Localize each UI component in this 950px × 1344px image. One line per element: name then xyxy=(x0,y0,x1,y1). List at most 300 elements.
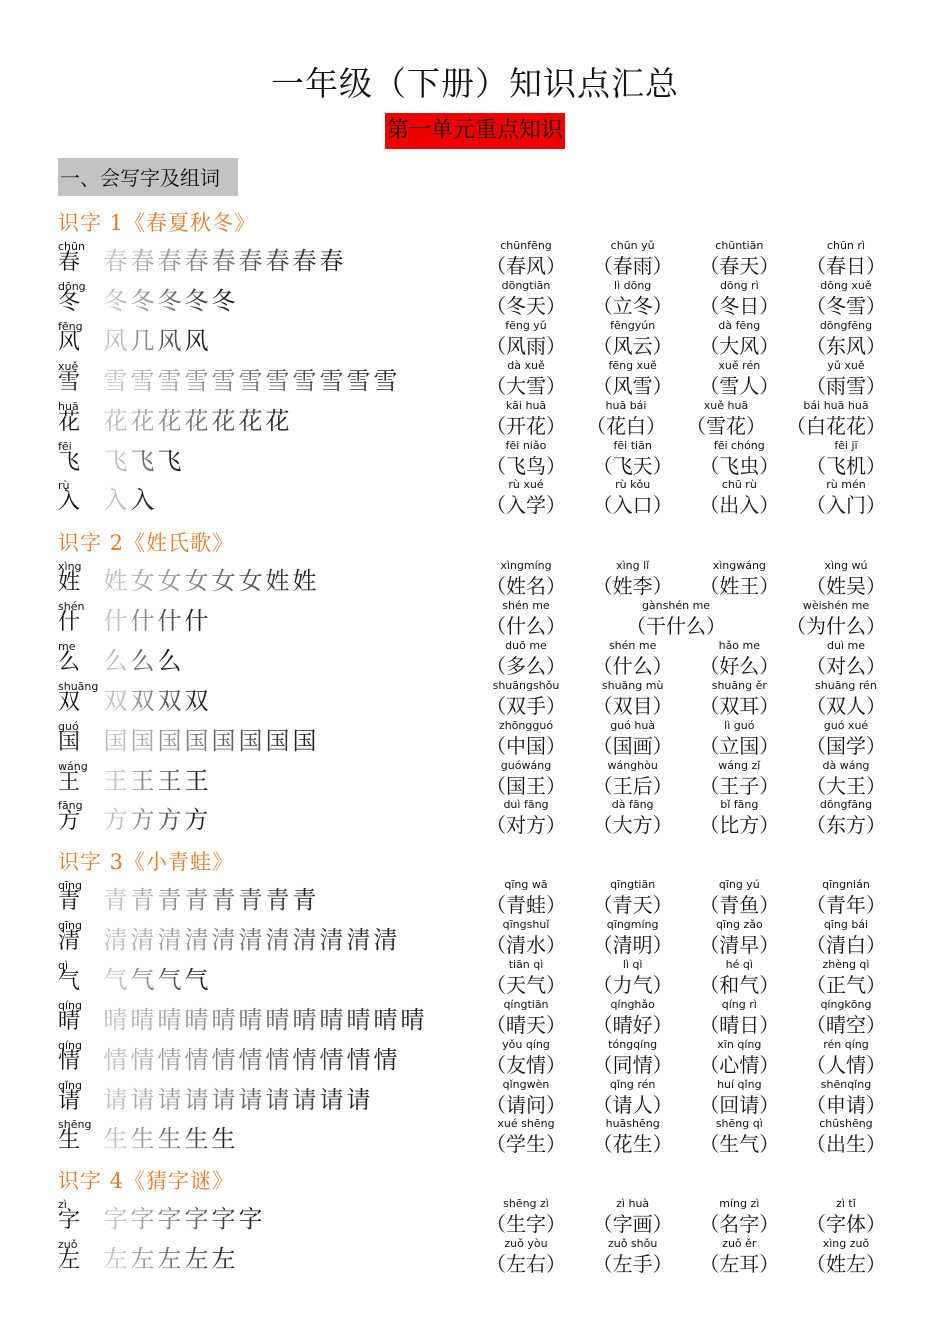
word-group xyxy=(486,640,566,680)
stroke-step: 左 xyxy=(103,1244,128,1273)
stroke-step: 情 xyxy=(292,1045,317,1074)
word-group xyxy=(593,360,673,400)
word-text: （生气） xyxy=(699,1132,780,1157)
word-group xyxy=(486,1198,566,1238)
word-text: （青蛙） xyxy=(486,893,566,917)
stroke-step: 清 xyxy=(211,925,236,954)
word-pinyin: xīn qíng xyxy=(717,1037,762,1051)
stroke-step: 女 xyxy=(211,567,236,595)
word-text: （心情） xyxy=(699,1052,780,1077)
stroke-step: 什 xyxy=(130,606,155,635)
word-group-list xyxy=(486,280,886,320)
stroke-step: 生 xyxy=(184,1125,209,1154)
stroke-step: 清 xyxy=(265,925,290,954)
word-pinyin: dà fāng xyxy=(611,798,654,812)
stroke-step: 女 xyxy=(238,567,263,595)
stroke-step: 气 xyxy=(157,965,182,994)
word-pinyin: gànshén me xyxy=(641,598,711,612)
stroke-step: 国 xyxy=(103,726,128,755)
word-text: （青年） xyxy=(805,893,886,917)
stroke-step: 国 xyxy=(130,726,155,755)
word-text: （姓吴） xyxy=(805,574,886,598)
word-group xyxy=(699,640,779,680)
word-pinyin: shén me xyxy=(502,598,550,612)
character: 晴 xyxy=(58,1008,81,1034)
character: 清 xyxy=(58,928,81,954)
character-pinyin: wáng xyxy=(58,759,88,773)
word-group-list xyxy=(486,640,886,680)
stroke-step: 生 xyxy=(130,1125,155,1154)
word-pinyin: xìng wú xyxy=(824,559,868,572)
word-group xyxy=(806,959,886,999)
word-text: （和气） xyxy=(699,972,780,997)
character-pinyin: guó xyxy=(58,719,79,733)
word-group xyxy=(486,440,566,480)
word-text: （清明） xyxy=(592,932,673,957)
stroke-step: 清 xyxy=(319,925,344,954)
word-group xyxy=(699,440,779,480)
character: 气 xyxy=(58,968,81,994)
word-text: （冬雪） xyxy=(805,293,886,318)
stroke-step: 么 xyxy=(103,646,128,675)
word-pinyin: huā bái xyxy=(605,398,647,412)
stroke-step: 晴 xyxy=(373,1005,398,1034)
stroke-step: 字 xyxy=(103,1205,128,1233)
word-text: （白花花） xyxy=(786,413,886,438)
stroke-step: 字 xyxy=(130,1205,155,1233)
character-pinyin: fāng xyxy=(58,799,83,813)
word-text: （力气） xyxy=(592,972,673,997)
word-text: （立冬） xyxy=(592,293,673,318)
word-text: （东方） xyxy=(805,813,886,838)
stroke-step: 晴 xyxy=(265,1005,290,1034)
word-pinyin: shuāng ěr xyxy=(711,678,767,692)
lesson-heading: 识字 1《春夏秋冬》 xyxy=(58,211,257,235)
stroke-step: 入 xyxy=(103,486,128,515)
word-pinyin: fēngyún xyxy=(610,318,656,332)
lesson-heading: 识字 3《小青蛙》 xyxy=(58,850,235,874)
word-group xyxy=(486,240,566,280)
stroke-step: 冬 xyxy=(103,286,128,315)
word-group-list xyxy=(486,999,886,1039)
character-pinyin: qǐng xyxy=(58,1078,82,1092)
word-pinyin: shén me xyxy=(608,638,657,652)
word-group xyxy=(699,1079,779,1119)
word-group-list xyxy=(486,720,886,760)
word-group xyxy=(593,879,673,919)
stroke-step: 花 xyxy=(184,406,209,435)
stroke-step: 风 xyxy=(103,326,128,355)
word-pinyin: shuāngshǒu xyxy=(492,678,560,692)
stroke-step: 春 xyxy=(130,247,155,275)
character: 风 xyxy=(58,329,81,355)
stroke-step: 双 xyxy=(184,686,209,715)
word-group-list xyxy=(486,320,886,360)
word-group xyxy=(806,999,886,1039)
word-pinyin: hé qì xyxy=(725,957,753,971)
word-text: （什么） xyxy=(592,653,673,678)
character: 么 xyxy=(58,649,81,675)
word-group-list xyxy=(486,360,886,400)
stroke-step: 情 xyxy=(157,1045,182,1074)
stroke-step: 气 xyxy=(103,965,128,994)
word-pinyin: xué shēng xyxy=(497,1117,555,1131)
word-text: （友情） xyxy=(486,1052,566,1077)
word-group xyxy=(486,280,566,320)
word-pinyin: wáng zǐ xyxy=(718,758,761,772)
stroke-step: 情 xyxy=(265,1045,290,1074)
stroke-step: 花 xyxy=(265,406,290,435)
stroke-step: 雪 xyxy=(211,366,236,395)
word-pinyin: shēng zì xyxy=(503,1197,549,1210)
word-text: （风雪） xyxy=(592,373,673,398)
word-group xyxy=(699,799,779,839)
stroke-step: 春 xyxy=(157,247,182,275)
word-group xyxy=(593,1079,673,1119)
stroke-step: 青 xyxy=(211,886,236,914)
character-row xyxy=(0,560,950,600)
word-group xyxy=(806,1039,886,1079)
stroke-order xyxy=(102,1205,264,1233)
word-group xyxy=(699,680,779,720)
stroke-step: 请 xyxy=(130,1085,155,1114)
stroke-step: 青 xyxy=(238,886,263,914)
word-pinyin: duì fāng xyxy=(503,798,549,812)
word-group-list xyxy=(486,400,886,440)
word-text: （飞机） xyxy=(805,453,886,478)
word-group xyxy=(786,400,886,440)
stroke-step: 情 xyxy=(238,1045,263,1074)
word-text: （春雨） xyxy=(592,254,673,278)
character-row xyxy=(0,1039,950,1079)
character: 花 xyxy=(58,409,81,435)
word-pinyin: qíngkōng xyxy=(820,997,872,1011)
word-pinyin: fēi tiān xyxy=(613,438,652,452)
word-text: （国学） xyxy=(805,733,886,758)
character: 姓 xyxy=(58,570,81,595)
word-group xyxy=(593,280,673,320)
word-group xyxy=(699,479,779,519)
stroke-step: 国 xyxy=(184,726,209,755)
word-group xyxy=(486,799,566,839)
word-text: （同情） xyxy=(592,1052,673,1077)
word-text: （青天） xyxy=(592,893,673,917)
word-text: （冬日） xyxy=(699,293,780,318)
stroke-step: 王 xyxy=(103,766,128,795)
word-pinyin: dōngtiān xyxy=(501,278,551,292)
word-group xyxy=(699,999,779,1039)
character-pinyin: shuāng xyxy=(58,679,99,693)
word-group xyxy=(593,640,673,680)
stroke-step: 情 xyxy=(211,1045,236,1074)
stroke-order xyxy=(102,247,345,275)
word-pinyin: yǒu qíng xyxy=(502,1037,550,1051)
word-group xyxy=(486,1238,566,1278)
word-text: （飞天） xyxy=(592,453,673,478)
character-pinyin: dōng xyxy=(58,279,86,293)
word-text: （姓王） xyxy=(699,574,780,598)
character-pinyin: qíng xyxy=(58,998,82,1012)
word-pinyin: wánghòu xyxy=(607,758,658,772)
stroke-order xyxy=(102,647,183,675)
character-row xyxy=(0,760,950,800)
word-pinyin: qíngtiān xyxy=(503,997,549,1011)
word-group xyxy=(486,1118,566,1158)
word-text: （雨雪） xyxy=(805,373,886,398)
word-text: （入口） xyxy=(592,493,673,518)
word-pinyin: dà fēng xyxy=(718,318,761,332)
stroke-order xyxy=(102,1006,426,1034)
stroke-step: 方 xyxy=(184,806,209,835)
stroke-step: 雪 xyxy=(238,366,263,395)
word-text: （姓左） xyxy=(805,1251,886,1276)
character-row xyxy=(0,1079,950,1119)
word-text: （东风） xyxy=(805,333,886,358)
word-group xyxy=(593,999,673,1039)
word-pinyin: xìng lǐ xyxy=(616,559,650,572)
character: 左 xyxy=(58,1247,81,1273)
stroke-step: 国 xyxy=(211,726,236,755)
stroke-order xyxy=(102,886,318,914)
word-pinyin: fēi chóng xyxy=(713,438,765,452)
word-text: （名字） xyxy=(699,1212,780,1236)
word-pinyin: chūnfēng xyxy=(500,239,552,252)
stroke-step: 雪 xyxy=(373,366,398,395)
word-group xyxy=(486,400,566,440)
stroke-step: 双 xyxy=(103,686,128,715)
word-group xyxy=(699,959,779,999)
word-text: （王子） xyxy=(699,773,780,798)
character-pinyin: rù xyxy=(58,479,70,493)
stroke-step: 清 xyxy=(238,925,263,954)
character-pinyin: chūn xyxy=(58,240,85,253)
stroke-step: 风 xyxy=(157,326,182,355)
word-text: （风云） xyxy=(592,333,673,358)
character-row xyxy=(0,1238,950,1278)
word-group xyxy=(486,879,566,919)
stroke-order xyxy=(102,1245,237,1273)
stroke-step: 字 xyxy=(184,1205,209,1233)
word-pinyin: lì dōng xyxy=(614,278,652,292)
word-pinyin: lì qì xyxy=(622,957,643,971)
character: 春 xyxy=(58,250,81,275)
character-pinyin: me xyxy=(58,639,76,653)
character-row xyxy=(0,400,950,440)
word-text: （立国） xyxy=(699,733,780,758)
word-group-list xyxy=(486,1198,886,1238)
word-group xyxy=(806,879,886,919)
stroke-step: 左 xyxy=(157,1244,182,1273)
character: 飞 xyxy=(58,449,81,475)
word-pinyin: lì guó xyxy=(724,718,755,732)
word-group-list xyxy=(486,1118,886,1158)
word-pinyin: rù mén xyxy=(826,478,866,492)
stroke-step: 冬 xyxy=(130,286,155,315)
stroke-step: 什 xyxy=(184,606,209,635)
word-group xyxy=(486,919,566,959)
stroke-order xyxy=(102,806,210,834)
character-row xyxy=(0,799,950,839)
word-group xyxy=(806,560,886,600)
stroke-step: 雪 xyxy=(157,366,182,395)
character-pinyin: qíng xyxy=(58,1038,82,1052)
word-pinyin: zì huà xyxy=(616,1197,650,1210)
stroke-step: 雪 xyxy=(319,366,344,395)
stroke-step: 王 xyxy=(157,766,182,795)
word-group xyxy=(593,479,673,519)
character-row xyxy=(0,320,950,360)
stroke-step: 青 xyxy=(292,886,317,914)
word-group-list xyxy=(486,959,886,999)
word-text: （姓名） xyxy=(486,574,566,598)
word-text: （清水） xyxy=(486,932,566,957)
word-pinyin: qīngmíng xyxy=(606,917,659,931)
word-pinyin: fēng xuě xyxy=(608,358,657,372)
character-pinyin: qì xyxy=(58,958,69,972)
stroke-order xyxy=(102,486,156,514)
word-text: （人情） xyxy=(805,1052,886,1077)
stroke-step: 情 xyxy=(130,1045,155,1074)
word-pinyin: qíng rì xyxy=(721,997,757,1011)
word-pinyin: zhōngguó xyxy=(498,718,554,732)
word-text: （晴日） xyxy=(699,1012,780,1037)
word-text: （清白） xyxy=(805,932,886,957)
word-group xyxy=(593,799,673,839)
character-row xyxy=(0,240,950,280)
word-pinyin: dōngfēng xyxy=(819,318,873,332)
stroke-step: 女 xyxy=(130,567,155,595)
stroke-order xyxy=(102,367,399,395)
word-text: （正气） xyxy=(805,972,886,997)
stroke-step: 字 xyxy=(211,1205,236,1233)
word-text: （晴好） xyxy=(592,1012,673,1037)
word-text: （姓李） xyxy=(592,574,673,598)
word-text: （学生） xyxy=(486,1132,566,1157)
word-pinyin: xìng zuǒ xyxy=(822,1236,870,1250)
word-group-list xyxy=(486,560,886,600)
word-group-list xyxy=(486,919,886,959)
word-text: （比方） xyxy=(699,813,780,838)
word-text: （生字） xyxy=(486,1212,566,1236)
word-text: （晴天） xyxy=(486,1012,566,1037)
word-group-list xyxy=(486,879,886,919)
word-group xyxy=(699,1118,779,1158)
stroke-step: 晴 xyxy=(400,1005,425,1034)
character-pinyin: zì xyxy=(58,1198,67,1211)
stroke-order xyxy=(102,926,399,954)
character-row xyxy=(0,360,950,400)
stroke-step: 左 xyxy=(211,1244,236,1273)
word-pinyin: qīng zǎo xyxy=(715,917,763,931)
word-pinyin: zhèng qì xyxy=(822,957,870,971)
word-text: （天气） xyxy=(486,972,566,997)
word-group xyxy=(593,440,673,480)
word-group xyxy=(593,919,673,959)
stroke-step: 花 xyxy=(130,406,155,435)
stroke-step: 晴 xyxy=(184,1005,209,1034)
stroke-step: 请 xyxy=(292,1085,317,1114)
word-text: （大王） xyxy=(805,773,886,798)
word-group xyxy=(806,760,886,800)
stroke-order xyxy=(102,327,210,355)
character: 入 xyxy=(58,489,81,515)
word-group xyxy=(699,1039,779,1079)
word-text: （开花） xyxy=(486,413,566,438)
word-text: （入学） xyxy=(486,493,566,518)
word-group xyxy=(699,760,779,800)
character-pinyin: shén xyxy=(58,599,85,613)
word-pinyin: rù kǒu xyxy=(615,478,651,492)
character-pinyin: xuě xyxy=(58,359,79,373)
stroke-step: 左 xyxy=(130,1244,155,1273)
word-group xyxy=(486,959,566,999)
character-pinyin: qīng xyxy=(58,918,82,932)
stroke-step: 方 xyxy=(130,806,155,835)
word-group-list xyxy=(486,760,886,800)
stroke-step: 情 xyxy=(319,1045,344,1074)
character-row xyxy=(0,1198,950,1238)
character: 情 xyxy=(58,1048,81,1074)
word-pinyin: kāi huā xyxy=(505,398,547,412)
stroke-step: 春 xyxy=(103,247,128,275)
word-group xyxy=(593,240,673,280)
stroke-step: 国 xyxy=(157,726,182,755)
stroke-step: 王 xyxy=(130,766,155,795)
word-group-list xyxy=(486,799,886,839)
word-group xyxy=(806,1079,886,1119)
word-group xyxy=(593,959,673,999)
stroke-step: 入 xyxy=(130,486,155,515)
word-pinyin: shēng qì xyxy=(715,1117,763,1131)
word-pinyin: guó xué xyxy=(823,718,869,732)
word-text: （春日） xyxy=(805,254,886,278)
word-group xyxy=(486,680,566,720)
word-group xyxy=(686,400,766,440)
word-group-list xyxy=(486,240,886,280)
word-pinyin: xìngmíng xyxy=(500,559,552,572)
character-row xyxy=(0,479,950,519)
word-group xyxy=(593,760,673,800)
stroke-step: 冬 xyxy=(157,286,182,315)
word-group xyxy=(626,600,726,640)
stroke-step: 青 xyxy=(184,886,209,914)
word-text: （请问） xyxy=(486,1092,566,1117)
word-pinyin: dōng xuě xyxy=(820,278,872,292)
word-text: （出入） xyxy=(699,493,780,518)
word-text: （字画） xyxy=(592,1212,673,1236)
word-pinyin: qǐng rén xyxy=(609,1077,656,1091)
word-group xyxy=(593,320,673,360)
word-pinyin: duì me xyxy=(826,638,865,652)
word-group xyxy=(486,1079,566,1119)
stroke-step: 雪 xyxy=(346,366,371,395)
stroke-order xyxy=(102,287,237,315)
word-pinyin: shuāng rén xyxy=(815,678,877,692)
word-group xyxy=(593,680,673,720)
stroke-step: 晴 xyxy=(103,1005,128,1034)
stroke-step: 清 xyxy=(346,925,371,954)
lesson-heading: 识字 4《猜字谜》 xyxy=(58,1169,235,1193)
word-group xyxy=(486,760,566,800)
word-pinyin: fēng yǔ xyxy=(505,318,547,332)
stroke-step: 气 xyxy=(130,965,155,994)
character: 请 xyxy=(58,1088,81,1114)
word-text: （左耳） xyxy=(699,1251,780,1276)
stroke-step: 冬 xyxy=(211,286,236,315)
word-text: （字体） xyxy=(805,1212,886,1236)
word-group xyxy=(593,1118,673,1158)
stroke-step: 春 xyxy=(238,247,263,275)
